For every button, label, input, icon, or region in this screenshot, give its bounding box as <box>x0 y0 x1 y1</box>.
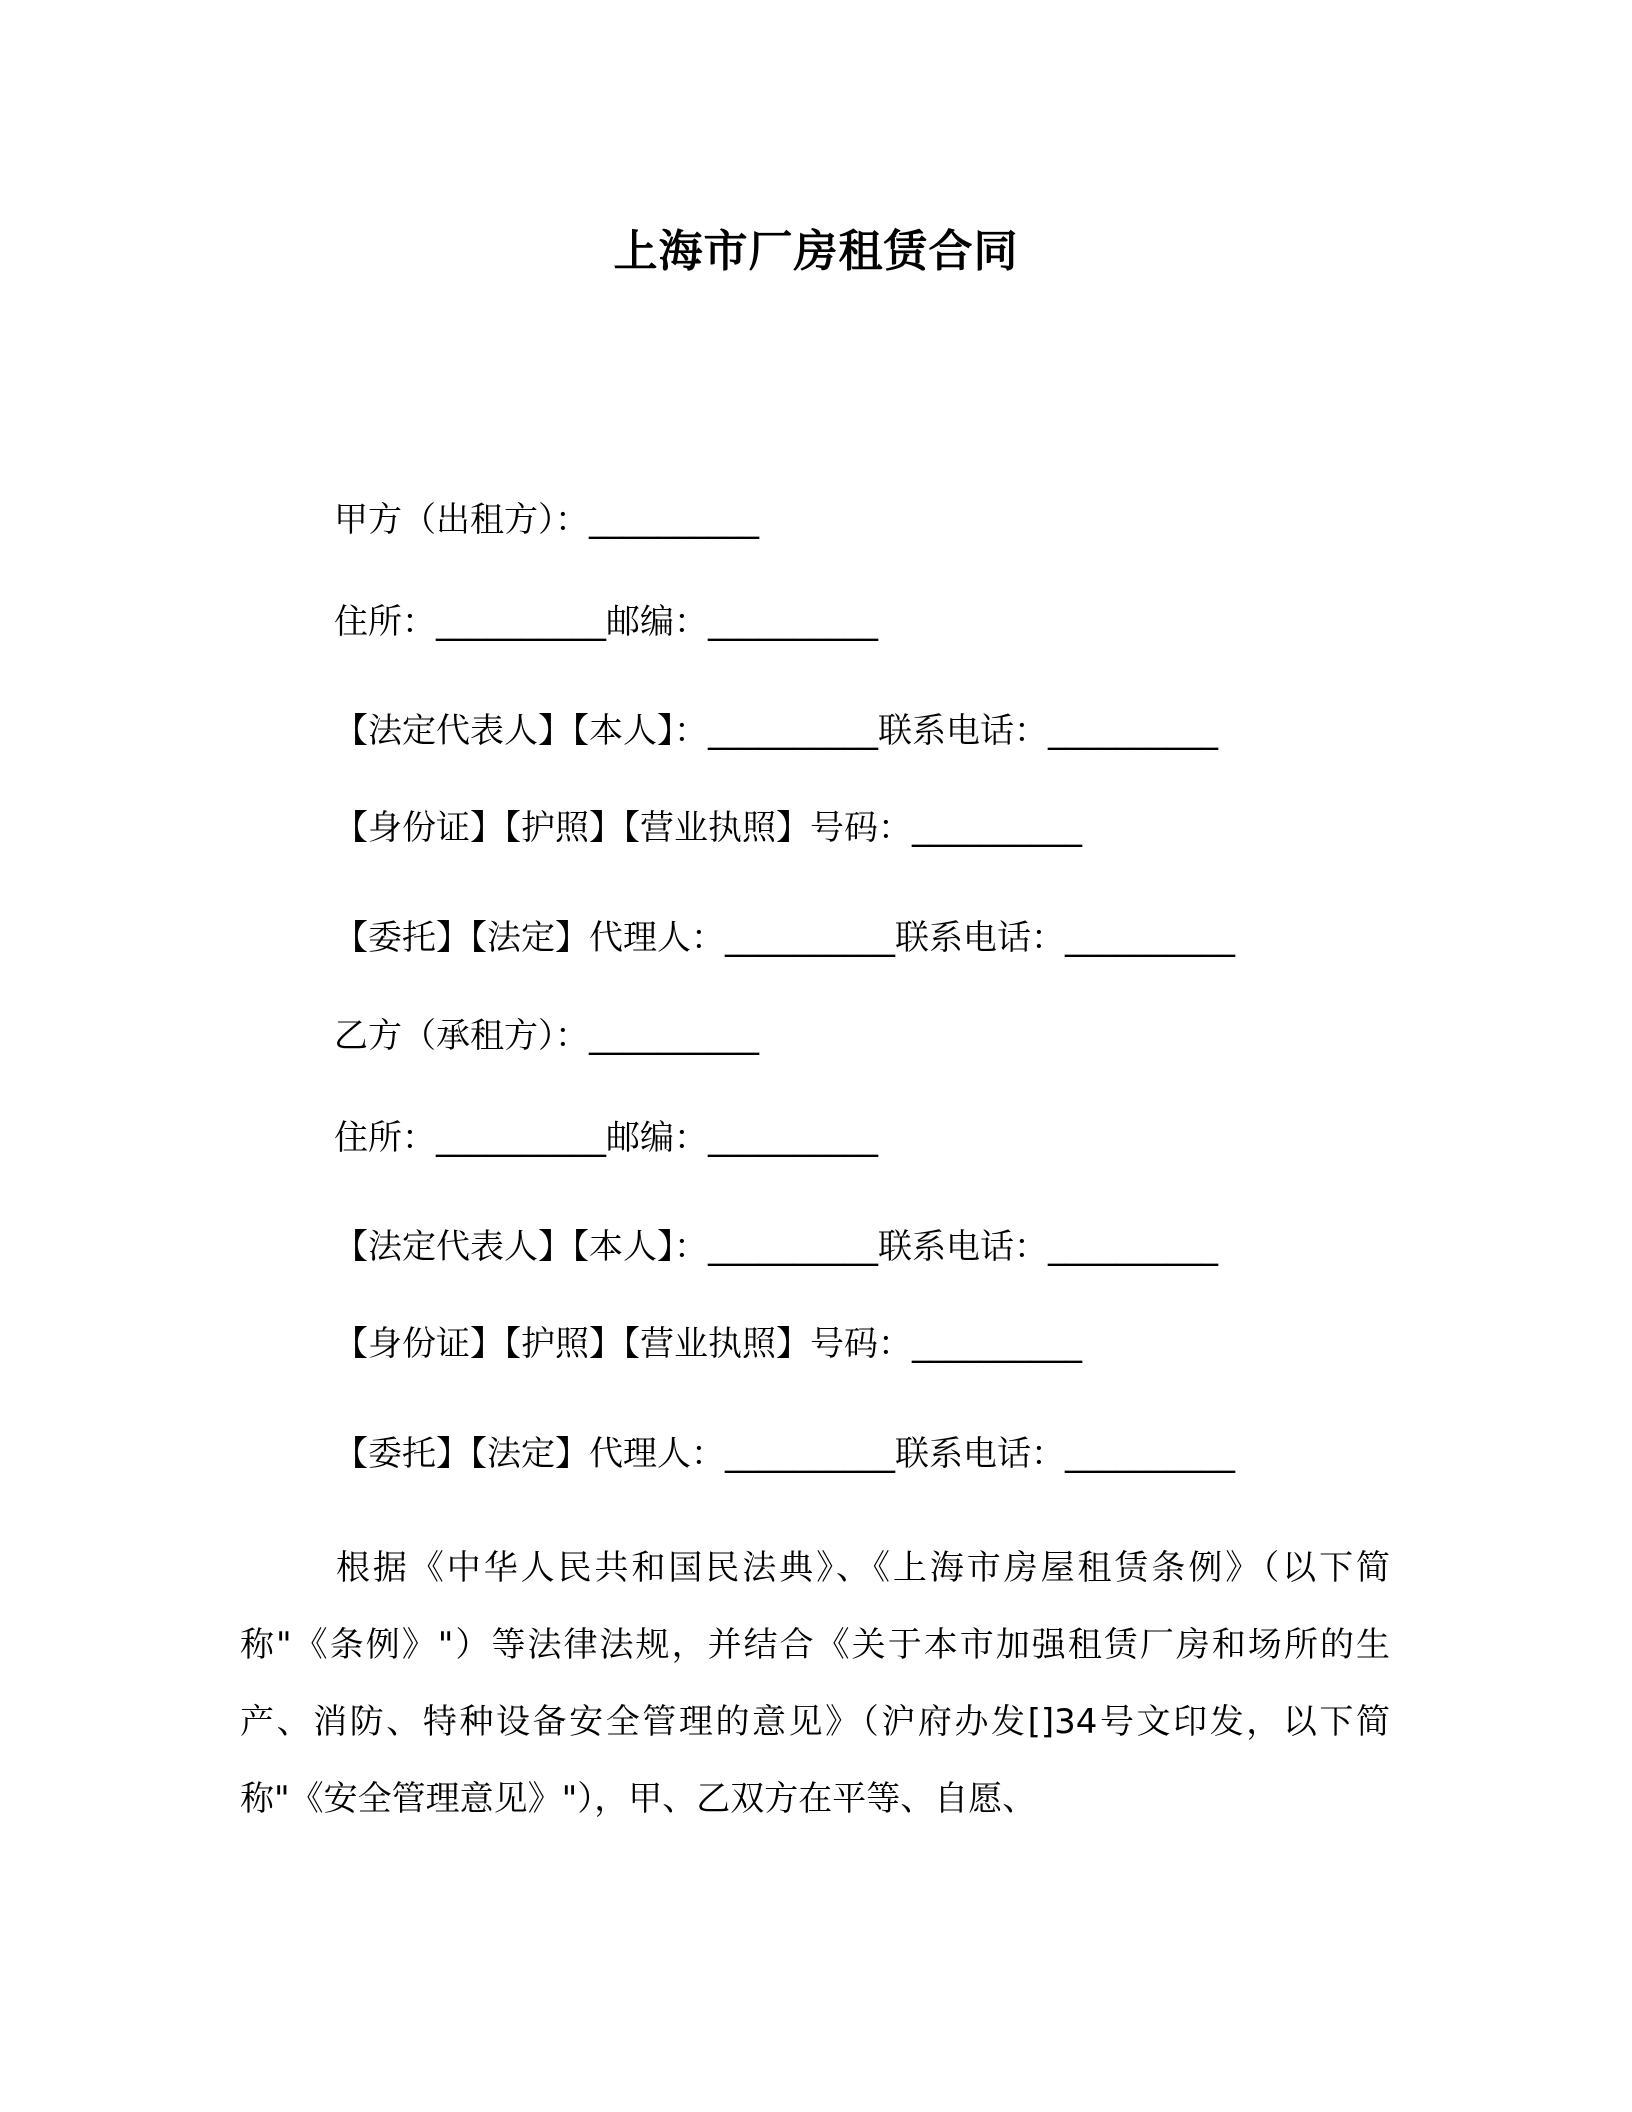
party-b-address-line: 住所：__________邮编：__________ <box>334 1118 878 1158</box>
document-title: 上海市厂房租赁合同 <box>613 226 1019 277</box>
party-b-name-line: 乙方（承租方）：__________ <box>334 1016 759 1056</box>
party-a-representative-line: 【法定代表人】【本人】：__________联系电话：__________ <box>334 711 1218 751</box>
party-b-agent-line: 【委托】【法定】代理人：__________联系电话：__________ <box>334 1434 1235 1474</box>
party-b-id-line: 【身份证】【护照】【营业执照】号码：__________ <box>334 1324 1082 1364</box>
party-a-id-line: 【身份证】【护照】【营业执照】号码：__________ <box>334 808 1082 848</box>
party-b-representative-line: 【法定代表人】【本人】：__________联系电话：__________ <box>334 1227 1218 1267</box>
party-a-name-line: 甲方（出租方）：__________ <box>334 500 759 540</box>
party-a-agent-line: 【委托】【法定】代理人：__________联系电话：__________ <box>334 918 1235 958</box>
preamble-paragraph: 根据《中华人民共和国民法典》、《上海市房屋租赁条例》（以下简称"《条例》"）等法律法规，并结合《关于本市加强租赁厂房和场所的生产、消防、特种设备安全管理的意见》（沪府办发[]34号文印发，以下简称"《安全管理意见》"），甲、乙双方在平等、自愿、 <box>240 1548 1390 1819</box>
party-a-address-line: 住所：__________邮编：__________ <box>334 602 878 642</box>
